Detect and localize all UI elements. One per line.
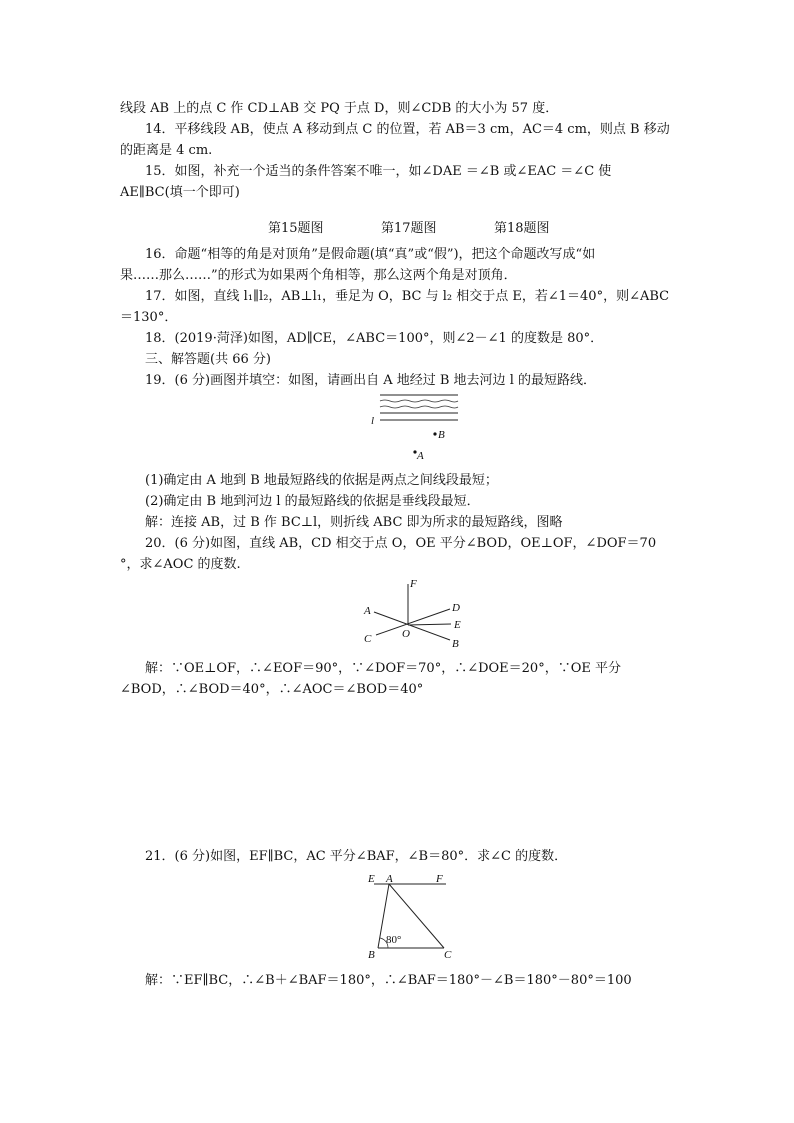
q15-line1: 15．如图，补充一个适当的条件答案不唯一，如∠DAE ＝∠B 或∠EAC ＝∠C 使: [145, 164, 612, 179]
q15-line2: AE∥BC(填一个即可): [120, 185, 240, 200]
label-e: E: [368, 873, 375, 885]
river-wave-2: [380, 406, 458, 408]
q16-line1: 16．命题“相等的角是对顶角”是假命题(填“真”或“假”)，把这个命题改写成“如: [145, 247, 596, 262]
figure-21: [366, 872, 466, 962]
label-f: F: [410, 578, 417, 590]
label-b: B: [452, 638, 459, 650]
label-b: B: [368, 949, 375, 961]
q16-line2: 果……那么……”的形式为如果两个角相等，那么这两个角是对顶角．: [120, 268, 517, 283]
q21-stem: 21．(6 分)如图，EF∥BC，AC 平分∠BAF，∠B＝80°．求∠C 的度数．: [145, 849, 568, 864]
line-cd: [376, 609, 450, 635]
caption-fig15: 第15题图: [268, 221, 324, 236]
label-f: F: [436, 873, 443, 885]
ray-oe: [408, 624, 451, 625]
q18: 18．(2019·菏泽)如图，AD∥CE，∠ABC＝100°，则∠2－∠1 的度数是 80°．: [145, 331, 604, 346]
angle-label: 80°: [386, 934, 402, 946]
q19-part2: (2)确定由 B 地到河边 l 的最短路线的依据是垂线段最短．: [145, 494, 480, 509]
label-a: A: [364, 605, 371, 617]
q20-line1: 20．(6 分)如图，直线 AB，CD 相交于点 O，OE 平分∠BOD，OE⊥OF，∠DOF＝70: [145, 536, 657, 551]
caption-fig17: 第17题图: [381, 221, 437, 236]
line-ab: [374, 612, 450, 640]
q19-stem: 19．(6 分)画图并填空：如图，请画出自 A 地经过 B 地去河边 l 的最短路线．: [145, 373, 596, 388]
q21-solution: 解：∵EF∥BC，∴∠B＋∠BAF＝180°，∴∠BAF＝180°－∠B＝180°－80°＝100: [145, 973, 632, 988]
label-d: D: [452, 602, 460, 614]
q14-line2: 的距离是 4 cm.: [120, 143, 213, 158]
label-a: A: [386, 873, 393, 885]
q20-solution-line2: ∠BOD，∴∠BOD＝40°，∴∠AOC＝∠BOD＝40°: [120, 682, 424, 697]
caption-fig18: 第18题图: [494, 221, 550, 236]
q17-line2: ＝130°．: [120, 310, 178, 325]
q20-solution-line1: 解：∵OE⊥OF，∴∠EOF＝90°，∵∠DOF＝70°，∴∠DOE＝20°，∵OE 平分: [145, 661, 621, 676]
river-wave-1: [380, 400, 458, 402]
q19-solution: 解：连接 AB，过 B 作 BC⊥l，则折线 ABC 即为所求的最短路线，图略: [145, 515, 563, 530]
label-c: C: [444, 949, 452, 961]
point-a-label: A: [417, 450, 424, 462]
label-o: O: [402, 628, 410, 640]
q19-part1: (1)确定由 A 地到 B 地最短路线的依据是两点之间线段最短；: [145, 473, 498, 488]
q13-tail: 线段 AB 上的点 C 作 CD⊥AB 交 PQ 于点 D，则∠CDB 的大小为 57 度．: [120, 101, 559, 116]
section-heading: 三、解答题(共 66 分): [145, 352, 271, 367]
q20-line2: °，求∠AOC 的度数.: [120, 557, 241, 572]
point-b-label: B: [438, 429, 445, 441]
label-c: C: [364, 633, 372, 645]
point-b-dot: [433, 432, 436, 435]
label-e: E: [454, 619, 461, 631]
figure-20: [362, 578, 472, 653]
figure-19: [368, 392, 468, 462]
q17-line1: 17．如图，直线 l₁∥l₂，AB⊥l₁，垂足为 O，BC 与 l₂ 相交于点 E，若∠1＝40°，则∠ABC: [145, 289, 670, 304]
river-label: l: [371, 415, 375, 427]
q14-line1: 14．平移线段 AB，使点 A 移动到点 C 的位置，若 AB＝3 cm，AC＝4 cm，则点 B 移动: [145, 122, 670, 137]
